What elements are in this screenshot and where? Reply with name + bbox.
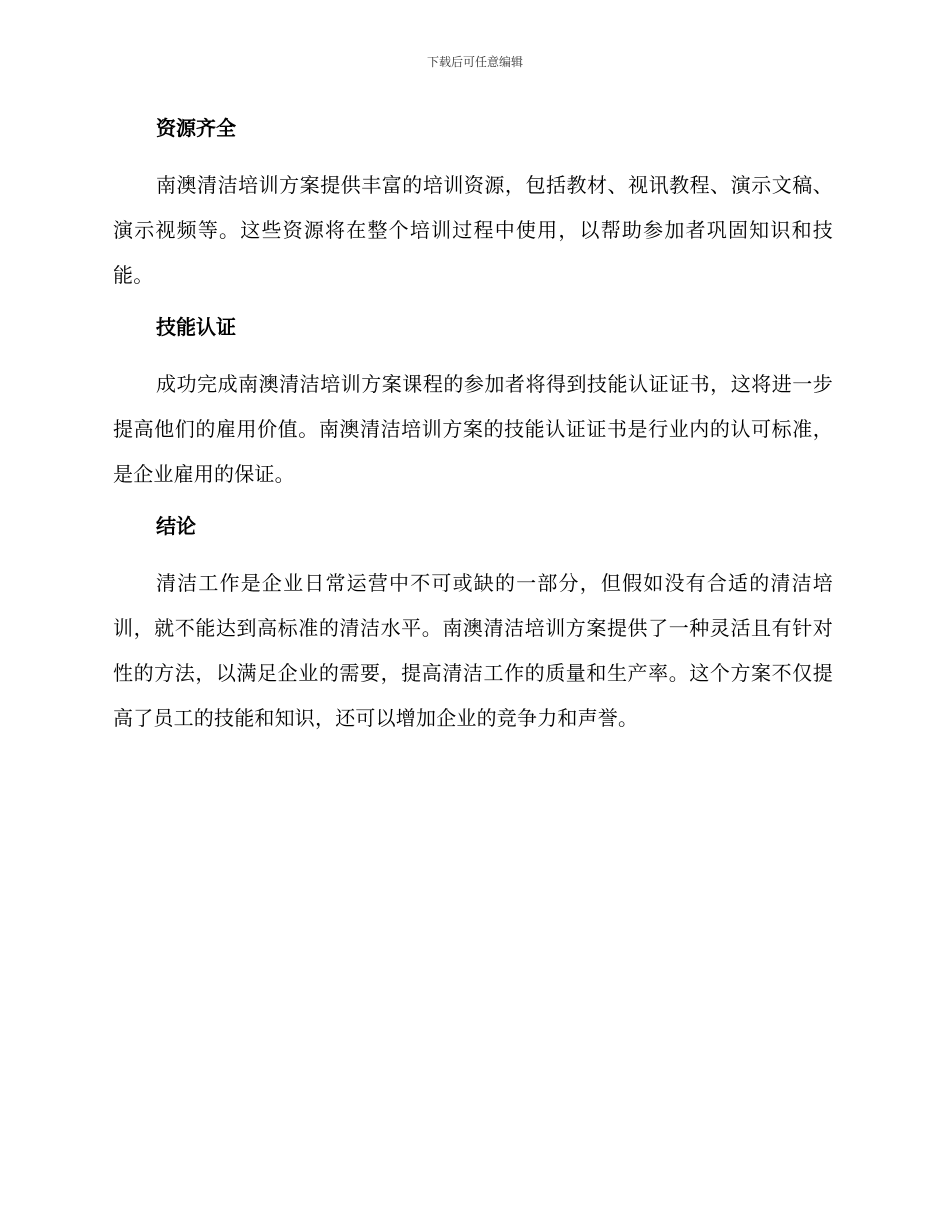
section-paragraph: 清洁工作是企业日常运营中不可或缺的一部分，但假如没有合适的清洁培训，就不能达到高标准的清洁水平。南澳清洁培训方案提供了一种灵活且有针对性的方法，以满足企业的需要，提高清洁工作的质量和生产率。这个方案不仅提高了员工的技能和知识，还可以增加企业的竞争力和声誉。 (113, 571, 833, 730)
section-paragraph: 成功完成南澳清洁培训方案课程的参加者将得到技能认证证书，这将进一步提高他们的雇用价值。南澳清洁培训方案的技能认证证书是行业内的认可标准，是企业雇用的保证。 (113, 372, 833, 486)
section-heading: 技能认证 (156, 315, 236, 339)
section-heading: 结论 (156, 514, 196, 538)
section-paragraph: 南澳清洁培训方案提供丰富的培训资源，包括教材、视讯教程、演示文稿、演示视频等。这些资源将在整个培训过程中使用，以帮助参加者巩固知识和技能。 (113, 173, 833, 287)
section-certification (113, 311, 833, 497)
section-resources (113, 112, 833, 298)
section-conclusion (113, 510, 833, 741)
document-body (113, 112, 833, 741)
section-heading: 资源齐全 (156, 116, 236, 140)
page-header: 下载后可任意编辑 (426, 55, 523, 69)
